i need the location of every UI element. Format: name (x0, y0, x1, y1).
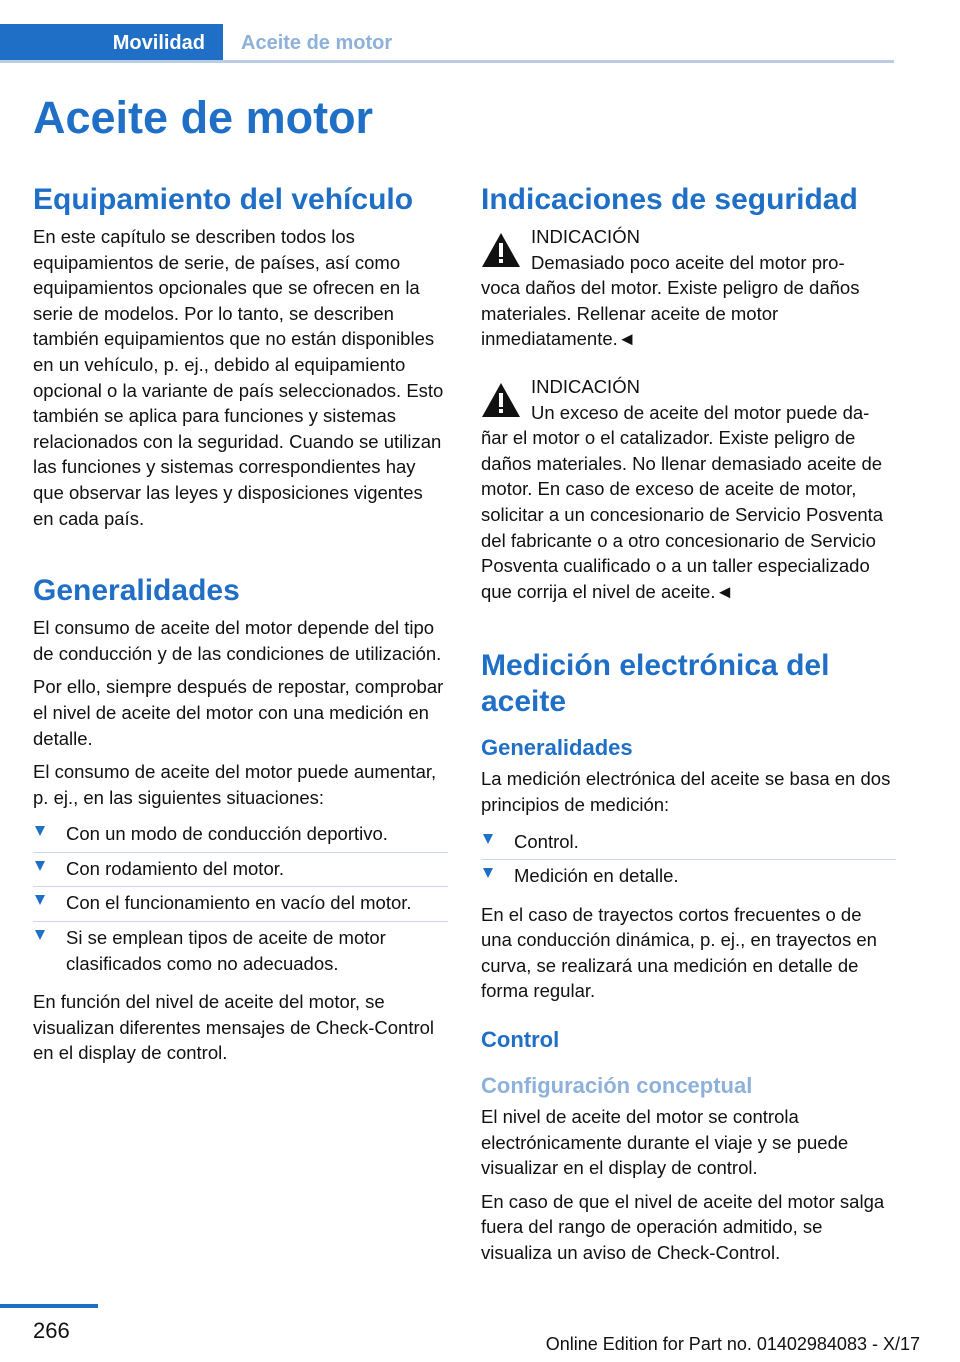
warning-triangle-icon (481, 382, 521, 418)
section-tab: Movilidad (0, 24, 223, 62)
list-item: Con un modo de conducción deportivo. (33, 818, 448, 853)
electronic-paragraph: La medición electrónica del aceite se basa en dos principios de medición: (481, 768, 891, 815)
triangle-bullet-icon (483, 868, 493, 878)
general-paragraph: El consumo de aceite del motor puede aumentar, p. ej., en las siguientes situaciones: (33, 761, 437, 808)
electronic-paragraph: En el caso de trayectos cortos frecuentes o de una conducción dinámica, p. ej., en trayectos en curva, se realizará una medición en detalle de forma regular. (481, 903, 877, 1002)
warning-note (481, 224, 896, 352)
electronic-paragraph: En caso de que el nivel de aceite del motor salga fuera del rango de operación admitido, se visualiza un aviso de Check-Control. (481, 1190, 885, 1264)
note-label: INDICACIÓN (531, 226, 640, 247)
triangle-bullet-icon (35, 895, 45, 905)
general-paragraph: En función del nivel de aceite del motor, se visualizan diferentes mensajes de Check-Control en el display de control. (33, 991, 435, 1064)
left-column (33, 182, 448, 1074)
note-text: Un exceso de aceite del motor puede da- ñar el motor o el catalizador. Existe peligro de daños materiales. No llenar demasiado aceite de motor. En caso de exceso de aceite de motor, solicitar a un concesionario de Servicio Posventa del fabricante o a otro concesionario de Servicio Posventa cualificado o a un taller especializado que corrija el nivel de aceite.◄ (481, 401, 884, 602)
right-column (481, 182, 896, 1274)
control-heading: Control (481, 1027, 560, 1053)
equipment-body: En este capítulo se describen todos los equipamientos de serie, de países, así como equipamientos opcionales que se ofrecen en la serie de modelos. Por lo tanto, se describen también equipamientos que no están disponibles en un vehículo, p. ej., debido al equipamiento opcional o la variante de país seleccionados. Esto también se aplica para funciones y sistemas relacionados con la seguridad. Cuando se utilizan las funciones y sistemas correspondientes hay que observar las leyes y disposiciones vigentes en cada país. (33, 226, 444, 529)
list-item: Si se emplean tipos de aceite de motor clasificados como no adecuados. (33, 922, 448, 981)
general-heading: Generalidades (33, 574, 240, 608)
equipment-heading: Equipamiento del vehículo (33, 183, 414, 216)
general-paragraph: Por ello, siempre después de repostar, comprobar el nivel de aceite del motor con una medición en detalle. (33, 676, 444, 749)
list-item: Con rodamiento del motor. (33, 853, 448, 888)
edition-note: Online Edition for Part no. 01402984083 - X/17 (545, 1334, 920, 1354)
list-item: Medición en detalle. (481, 860, 896, 894)
consumption-list (33, 818, 448, 981)
note-text: Demasiado poco aceite del motor pro- voca daños del motor. Existe peligro de daños materiales. Rellenar aceite de motor inmediatamente.◄ (481, 251, 860, 350)
triangle-bullet-icon (35, 861, 45, 871)
concept-heading: Configuración conceptual (481, 1073, 753, 1099)
list-item: Control. (481, 826, 896, 861)
page-header (0, 0, 960, 64)
triangle-bullet-icon (483, 834, 493, 844)
note-label: INDICACIÓN (531, 375, 640, 397)
footer-rule (0, 1304, 98, 1308)
electronic-heading: Medición electrónica del aceite (481, 649, 830, 719)
topic-tab: Aceite de motor (224, 24, 894, 62)
triangle-bullet-icon (35, 826, 45, 836)
general-paragraph: El consumo de aceite del motor depende del tipo de conducción y de las condiciones de utilización. (33, 617, 442, 664)
triangle-bullet-icon (35, 930, 45, 940)
page-number: 266 (33, 1318, 70, 1343)
list-item: Con el funcionamiento en vacío del motor. (33, 887, 448, 922)
warning-note (481, 374, 896, 604)
electronic-subheading-general: Generalidades (481, 735, 633, 761)
header-rule (0, 60, 894, 63)
measurement-principles-list (481, 826, 896, 894)
electronic-paragraph: El nivel de aceite del motor se controla electrónicamente durante el viaje y se puede visualizar en el display de control. (481, 1106, 849, 1179)
warning-triangle-icon (481, 232, 521, 268)
safety-heading: Indicaciones de seguridad (481, 183, 858, 216)
chapter-title: Aceite de motor (33, 92, 374, 143)
